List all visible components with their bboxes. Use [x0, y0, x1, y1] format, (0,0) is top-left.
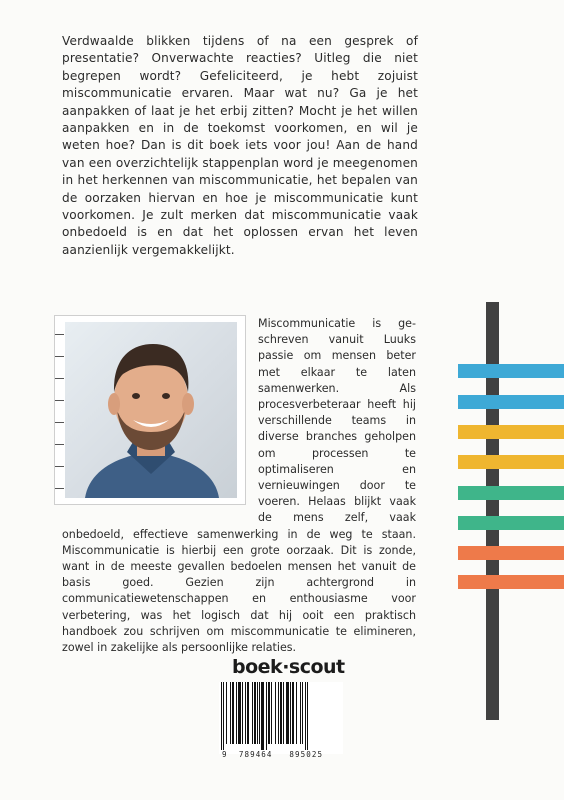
orange-stripe-1 [458, 546, 564, 560]
publisher-logo [232, 656, 345, 678]
blue-stripe-1 [458, 364, 564, 378]
author-photo-frame [54, 315, 246, 505]
yellow-stripe-1 [458, 425, 564, 439]
green-stripe-1 [458, 486, 564, 500]
green-stripe-2 [458, 516, 564, 530]
publisher-logo-dot: · [282, 656, 289, 678]
back-cover-blurb: Verdwaalde blikken tijdens of na een gesprek of presentatie? Onverwachte reacties? Uitleg die niet begrepen wordt? Gefeliciteerd, je hebt zojuist miscommunicatie ervaren. Maar wat nu? Ga je het aanpakken of laat je het erbij zitten? Mocht je het willen aanpakken en in de toekomst voorkomen, en wil je weten hoe? Dan is dit boek iets voor jou! Aan de hand van een overzichtelijk stappenplan word je meegenomen in het herkennen van miscommunicatie, het bepalen van de oorzaken hiervan en hoe je miscommunicatie kunt voorkomen. Je zult merken dat miscommunicatie vaak onbedoeld is en dat het oplossen ervan het leven aanzienlijk vergemakkelijkt. [62, 34, 418, 257]
isbn-digits: 9 789464 895025 [222, 750, 324, 759]
orange-stripe-2 [458, 575, 564, 589]
yellow-stripe-2 [458, 455, 564, 469]
publisher-logo-part1: boek [232, 656, 283, 678]
barcode [219, 682, 343, 754]
blue-stripe-2 [458, 395, 564, 409]
publisher-logo-part2: scout [288, 656, 345, 678]
author-photo [65, 322, 237, 498]
color-stripes-decoration [458, 364, 564, 589]
author-bio-text: Miscommunicatie is geschreven vanuit Luuks passie om mensen beter met elkaar te laten samenwerken. Als procesverbeteraar heeft hij verschillende teams in diverse branches geholpen om processen te optimaliseren en vernieuwingen door te voeren. Helaas blijkt vaak de mens zelf, vaak onbedoeld, effectieve samenwerking in de weg te staan. Miscommunicatie is hierbij een grote oorzaak. Dit is zonde, want in de meeste gevallen bedoelen mensen het vanuit de basis goed. Gezien zijn achtergrond in communicatiewetenschappen en enthousiasme voor verbetering, was het logisch dat hij ooit een praktisch handboek zou schrijven om miscommunicatie te elimineren, zowel in zakelijke als persoonlijke relaties. [62, 317, 416, 655]
